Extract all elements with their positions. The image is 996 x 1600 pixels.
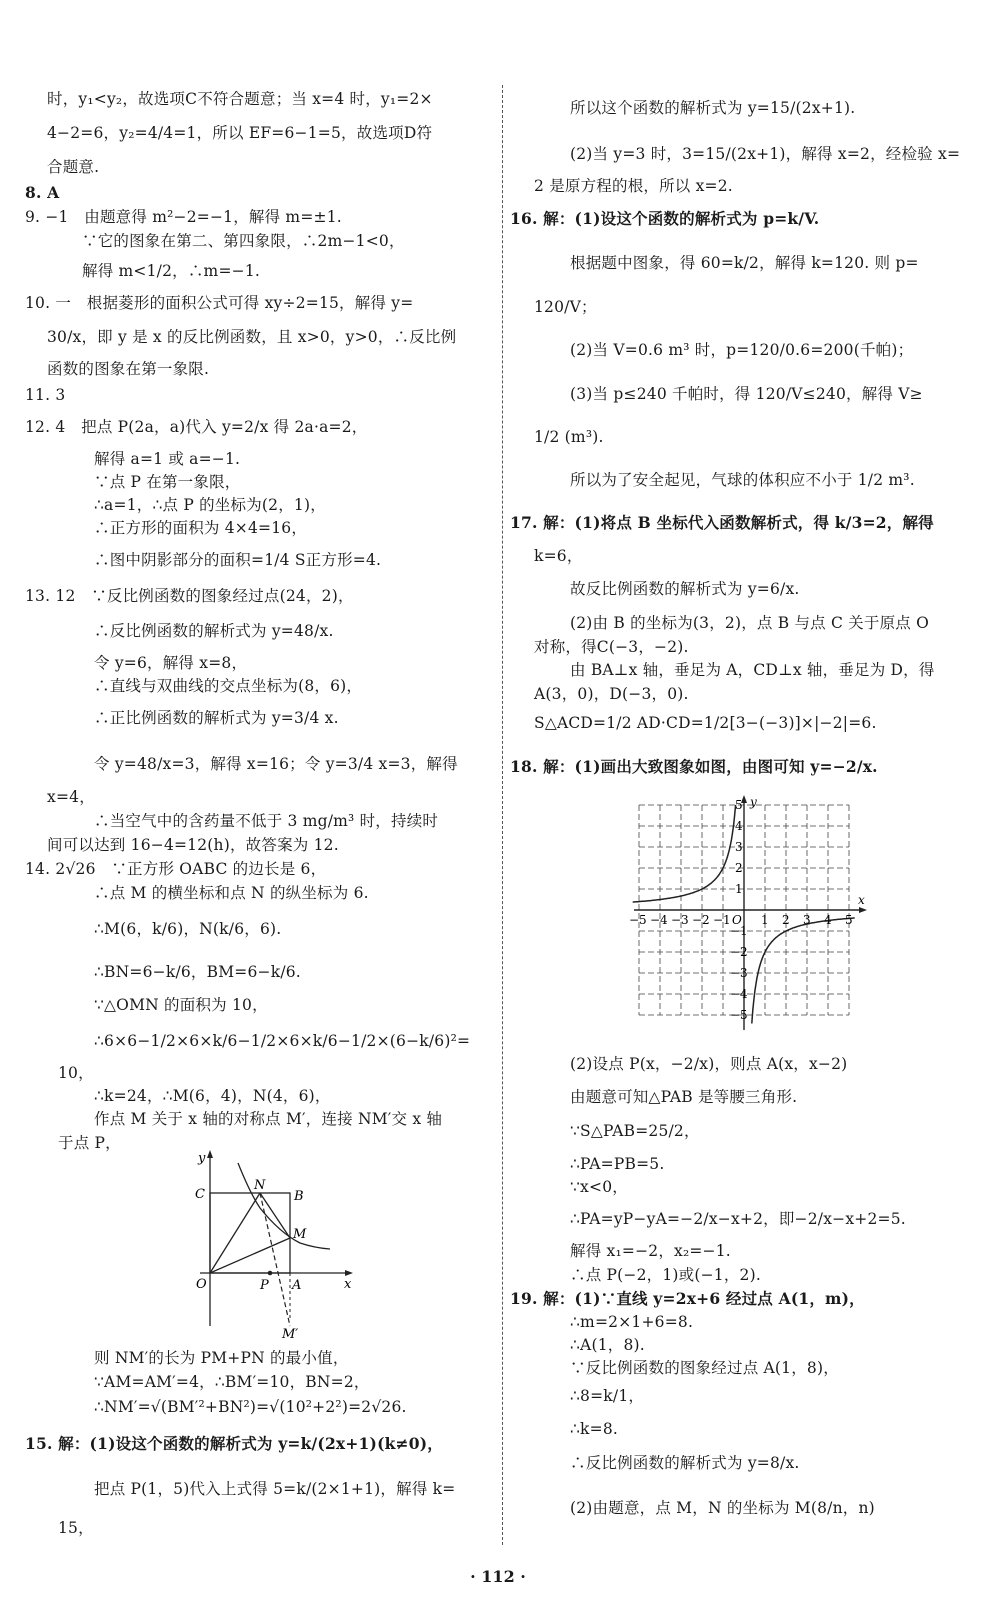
right-line: (3)当 p≤240 千帕时，得 120/V≤240，解得 V≥ (570, 385, 923, 403)
fig14-label-a: A (292, 1278, 302, 1293)
fig18-ytick: −5 (730, 1008, 748, 1022)
fig18-ytick: 1 (735, 882, 743, 896)
right-line: (2)设点 P(x，−2/x)，则点 A(x，x−2) (570, 1055, 848, 1073)
figure-problem-18 (629, 792, 872, 1042)
fig18-xtick: 2 (782, 913, 790, 927)
fig18-xtick: −5 (629, 913, 647, 927)
right-line: ∴PA=PB=5. (570, 1155, 665, 1173)
left-line: ∴图中阴影部分的面积=1/4 S正方形=4. (94, 551, 382, 569)
fig18-ytick: −2 (730, 945, 748, 959)
fig18-ytick: −1 (730, 924, 748, 938)
left-line: ∴正方形的面积为 4×4=16， (94, 519, 308, 537)
left-line: 30/x，即 y 是 x 的反比例函数，且 x>0，y>0，∴反比例 (47, 328, 457, 346)
left-line: ∵它的图象在第二、第四象限，∴2m−1<0， (82, 232, 405, 250)
left-line: 10， (58, 1064, 94, 1082)
right-line: A(3，0)，D(−3，0). (534, 685, 689, 703)
left-line: 12. 4 把点 P(2a，a)代入 y=2/x 得 2a·a=2， (25, 418, 368, 436)
right-line: k=6， (534, 547, 583, 565)
left-line: 解得 a=1 或 a=−1. (94, 450, 241, 468)
fig14-label-y: y (198, 1151, 206, 1166)
fig18-xtick: 1 (761, 913, 769, 927)
right-line: 120/V； (534, 298, 597, 316)
right-line: 由题意可知△PAB 是等腰三角形. (570, 1088, 798, 1106)
right-line: 根据题中图象，得 60=k/2，解得 k=120. 则 p= (570, 254, 919, 272)
fig18-ytick: 4 (735, 819, 743, 833)
fig18-xtick: −1 (713, 913, 731, 927)
right-line: 由 BA⊥x 轴，垂足为 A，CD⊥x 轴，垂足为 D，得 (570, 661, 935, 679)
right-line: ∴PA=yP−yA=−2/x−x+2，即−2/x−x+2=5. (570, 1210, 906, 1228)
right-line: 所以这个函数的解析式为 y=15/(2x+1). (570, 99, 856, 117)
right-line: ∵S△PAB=25/2， (570, 1122, 700, 1140)
left-line: 作点 M 关于 x 轴的对称点 M′，连接 NM′交 x 轴 (94, 1110, 443, 1128)
left-line: 时，y₁<y₂，故选项C不符合题意；当 x=4 时，y₁=2× (47, 90, 433, 108)
fig18-ytick: 5 (735, 798, 743, 812)
left-line: ∴M(6，k/6)，N(k/6，6). (94, 920, 282, 938)
fig14-label-x: x (344, 1277, 352, 1292)
left-line: ∴反比例函数的解析式为 y=48/x. (94, 622, 334, 640)
fig18-ytick: −4 (730, 987, 748, 1001)
right-line: 解得 x₁=−2，x₂=−1. (570, 1242, 731, 1260)
left-line: ∴k=24，∴M(6，4)，N(4，6)， (94, 1087, 331, 1105)
fig18-label-y: y (750, 795, 757, 809)
fig14-label-n: N (254, 1178, 266, 1193)
fig18-label-x: x (858, 893, 865, 907)
fig18-xtick: −2 (692, 913, 710, 927)
right-line: 所以为了安全起见，气球的体积应不小于 1/2 m³. (570, 471, 915, 489)
left-line: 14. 2√26 ∵正方形 OABC 的边长是 6， (25, 860, 327, 878)
left-line: ∴6×6−1/2×6×k/6−1/2×6×k/6−1/2×(6−k/6)²= (94, 1032, 471, 1050)
left-line: 令 y=48/x=3，解得 x=16；令 y=3/4 x=3，解得 (94, 755, 458, 773)
right-line: S△ACD=1/2 AD·CD=1/2[3−(−3)]×|−2|=6. (534, 714, 877, 732)
fig18-xtick: −3 (671, 913, 689, 927)
right-line: 对称，得C(−3，−2). (534, 638, 689, 656)
fig18-label-o: O (732, 913, 742, 927)
right-line: 17. 解：(1)将点 B 坐标代入函数解析式，得 k/3=2，解得 (510, 513, 934, 532)
right-line: ∴k=8. (570, 1420, 619, 1438)
left-line: ∴正比例函数的解析式为 y=3/4 x. (94, 709, 339, 727)
right-line: 19. 解：(1)∵直线 y=2x+6 经过点 A(1，m)， (510, 1289, 865, 1308)
right-line: ∴A(1，8). (570, 1336, 645, 1354)
left-line: 15， (58, 1519, 94, 1537)
fig14-label-p: P (260, 1278, 269, 1293)
column-divider (502, 85, 503, 1545)
left-line: 合题意. (47, 158, 100, 176)
left-line: 于点 P， (58, 1134, 121, 1152)
left-line: 把点 P(1，5)代入上式得 5=k/(2×1+1)，解得 k= (94, 1480, 456, 1498)
left-line: 9. −1 由题意得 m²−2=−1，解得 m=±1. (25, 208, 342, 226)
right-line: (2)由 B 的坐标为(3，2)，点 B 与点 C 关于原点 O (570, 614, 930, 632)
right-line: (2)当 y=3 时，3=15/(2x+1)，解得 x=2，经检验 x= (570, 145, 961, 163)
left-line: 15. 解：(1)设这个函数的解析式为 y=k/(2x+1)(k≠0)， (25, 1434, 443, 1453)
right-line: ∴8=k/1， (570, 1387, 645, 1405)
left-line: ∴当空气中的含药量不低于 3 mg/m³ 时，持续时 (94, 812, 439, 830)
left-line: 解得 m<1/2，∴m=−1. (82, 262, 261, 280)
fig18-ytick: 2 (735, 861, 743, 875)
fig14-label-c: C (195, 1187, 205, 1202)
fig14-label-b: B (294, 1189, 304, 1204)
right-line: ∵反比例函数的图象经过点 A(1，8)， (570, 1359, 839, 1377)
left-line: ∴a=1，∴点 P 的坐标为(2，1)， (94, 496, 326, 514)
left-line: ∴NM′=√(BM′²+BN²)=√(10²+2²)=2√26. (94, 1398, 407, 1416)
left-line: 则 NM′的长为 PM+PN 的最小值， (94, 1349, 349, 1367)
left-line: 函数的图象在第一象限. (47, 360, 210, 378)
left-line: ∵△OMN 的面积为 10， (94, 996, 268, 1014)
fig18-ytick: 3 (735, 840, 743, 854)
left-line: ∴BN=6−k/6，BM=6−k/6. (94, 963, 301, 981)
right-line: 故反比例函数的解析式为 y=6/x. (570, 580, 800, 598)
fig18-xtick: 5 (845, 913, 853, 927)
right-line: 16. 解：(1)设这个函数的解析式为 p=k/V. (510, 209, 820, 228)
left-line: 11. 3 (25, 386, 66, 404)
left-line: ∵点 P 在第一象限， (94, 473, 241, 491)
right-line: ∴点 P(−2，1)或(−1，2). (570, 1266, 761, 1284)
right-line: 18. 解：(1)画出大致图象如图，由图可知 y=−2/x. (510, 757, 878, 776)
right-line: (2)由题意，点 M，N 的坐标为 M(8/n，n) (570, 1499, 875, 1517)
left-line: 8. A (25, 183, 60, 202)
left-line: x=4， (47, 788, 95, 806)
right-line: ∴m=2×1+6=8. (570, 1313, 694, 1331)
fig18-xtick: 4 (824, 913, 832, 927)
fig18-xtick: 3 (803, 913, 811, 927)
left-line: 10. 一 根据菱形的面积公式可得 xy÷2=15，解得 y= (25, 294, 414, 312)
fig14-label-mprime: M′ (282, 1327, 299, 1342)
left-line: ∴点 M 的横坐标和点 N 的纵坐标为 6. (94, 884, 369, 902)
left-line: 13. 12 ∵反比例函数的图象经过点(24，2)， (25, 587, 354, 605)
page-number: · 112 · (470, 1567, 526, 1586)
left-line: 4−2=6，y₂=4/4=1，所以 EF=6−1=5，故选项D符 (47, 124, 433, 142)
right-line: ∵x<0， (570, 1178, 628, 1196)
figure-problem-14 (190, 1148, 360, 1342)
left-line: 令 y=6，解得 x=8， (94, 654, 248, 672)
left-line: 间可以达到 16−4=12(h)，故答案为 12. (47, 836, 339, 854)
fig18-xtick: −4 (650, 913, 668, 927)
right-line: ∴反比例函数的解析式为 y=8/x. (570, 1454, 800, 1472)
fig18-ytick: −3 (730, 966, 748, 980)
fig14-label-m: M (293, 1227, 307, 1242)
right-line: 1/2 (m³). (534, 428, 604, 446)
right-line: 2 是原方程的根，所以 x=2. (534, 177, 733, 195)
right-line: (2)当 V=0.6 m³ 时，p=120/0.6=200(千帕)； (570, 341, 914, 359)
fig14-label-o: O (196, 1277, 207, 1292)
left-line: ∴直线与双曲线的交点坐标为(8，6)， (94, 677, 363, 695)
left-line: ∵AM=AM′=4，∴BM′=10，BN=2， (94, 1373, 370, 1391)
